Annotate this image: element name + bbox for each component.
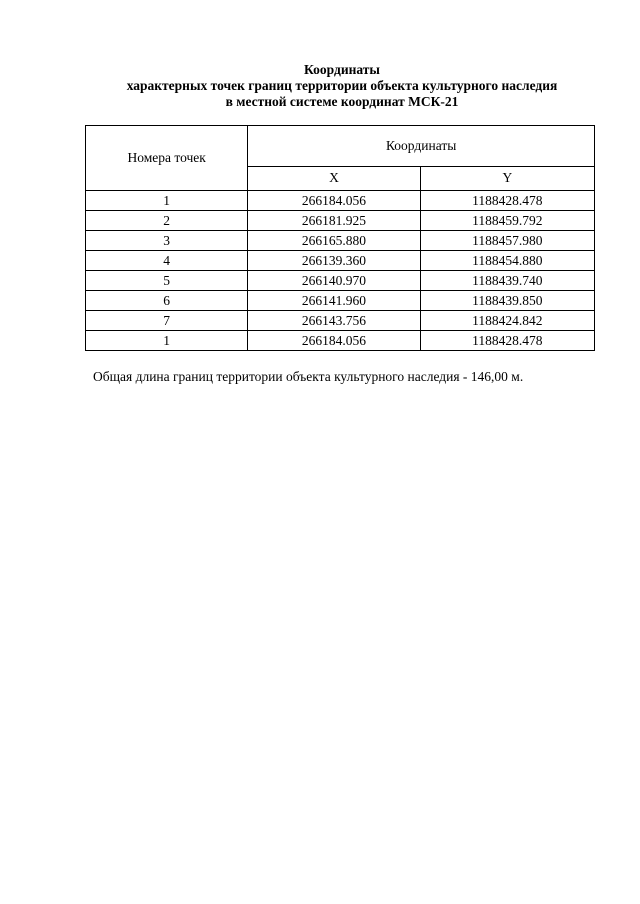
cell-y: 1188439.740: [420, 271, 594, 291]
cell-x: 266143.756: [248, 311, 420, 331]
cell-y: 1188457.980: [420, 231, 594, 251]
cell-point: 1: [86, 331, 248, 351]
header-coordinates: Координаты: [248, 126, 595, 167]
cell-x: 266141.960: [248, 291, 420, 311]
table-header: [86, 126, 595, 191]
cell-y: 1188454.880: [420, 251, 594, 271]
table-row: [86, 291, 595, 311]
title-line-1: Координаты: [304, 62, 380, 77]
title-line-2: характерных точек границ территории объекта культурного наследия: [126, 78, 558, 93]
cell-y: 1188439.850: [420, 291, 594, 311]
document-title: [0, 62, 640, 110]
cell-point: 2: [86, 211, 248, 231]
cell-point: 4: [86, 251, 248, 271]
table-row: [86, 271, 595, 291]
table-body: [86, 191, 595, 351]
cell-point: 1: [86, 191, 248, 211]
cell-x: 266165.880: [248, 231, 420, 251]
header-point-numbers: Номера точек: [86, 126, 248, 191]
boundary-length-note: Общая длина границ территории объекта культурного наследия - 146,00 м.: [93, 369, 524, 384]
table-row: [86, 231, 595, 251]
cell-x: 266140.970: [248, 271, 420, 291]
cell-y: 1188428.478: [420, 331, 594, 351]
table-row: [86, 251, 595, 271]
cell-point: 3: [86, 231, 248, 251]
cell-y: 1188428.478: [420, 191, 594, 211]
table-row: [86, 211, 595, 231]
header-y: Y: [420, 166, 594, 190]
table-row: [86, 331, 595, 351]
header-x: X: [248, 166, 420, 190]
cell-x: 266139.360: [248, 251, 420, 271]
cell-point: 5: [86, 271, 248, 291]
cell-point: 7: [86, 311, 248, 331]
coordinates-table: [85, 125, 595, 351]
table-row: [86, 191, 595, 211]
cell-y: 1188424.842: [420, 311, 594, 331]
cell-point: 6: [86, 291, 248, 311]
cell-y: 1188459.792: [420, 211, 594, 231]
cell-x: 266181.925: [248, 211, 420, 231]
table-row: [86, 311, 595, 331]
cell-x: 266184.056: [248, 331, 420, 351]
title-line-3: в местной системе координат МСК-21: [225, 94, 459, 109]
cell-x: 266184.056: [248, 191, 420, 211]
